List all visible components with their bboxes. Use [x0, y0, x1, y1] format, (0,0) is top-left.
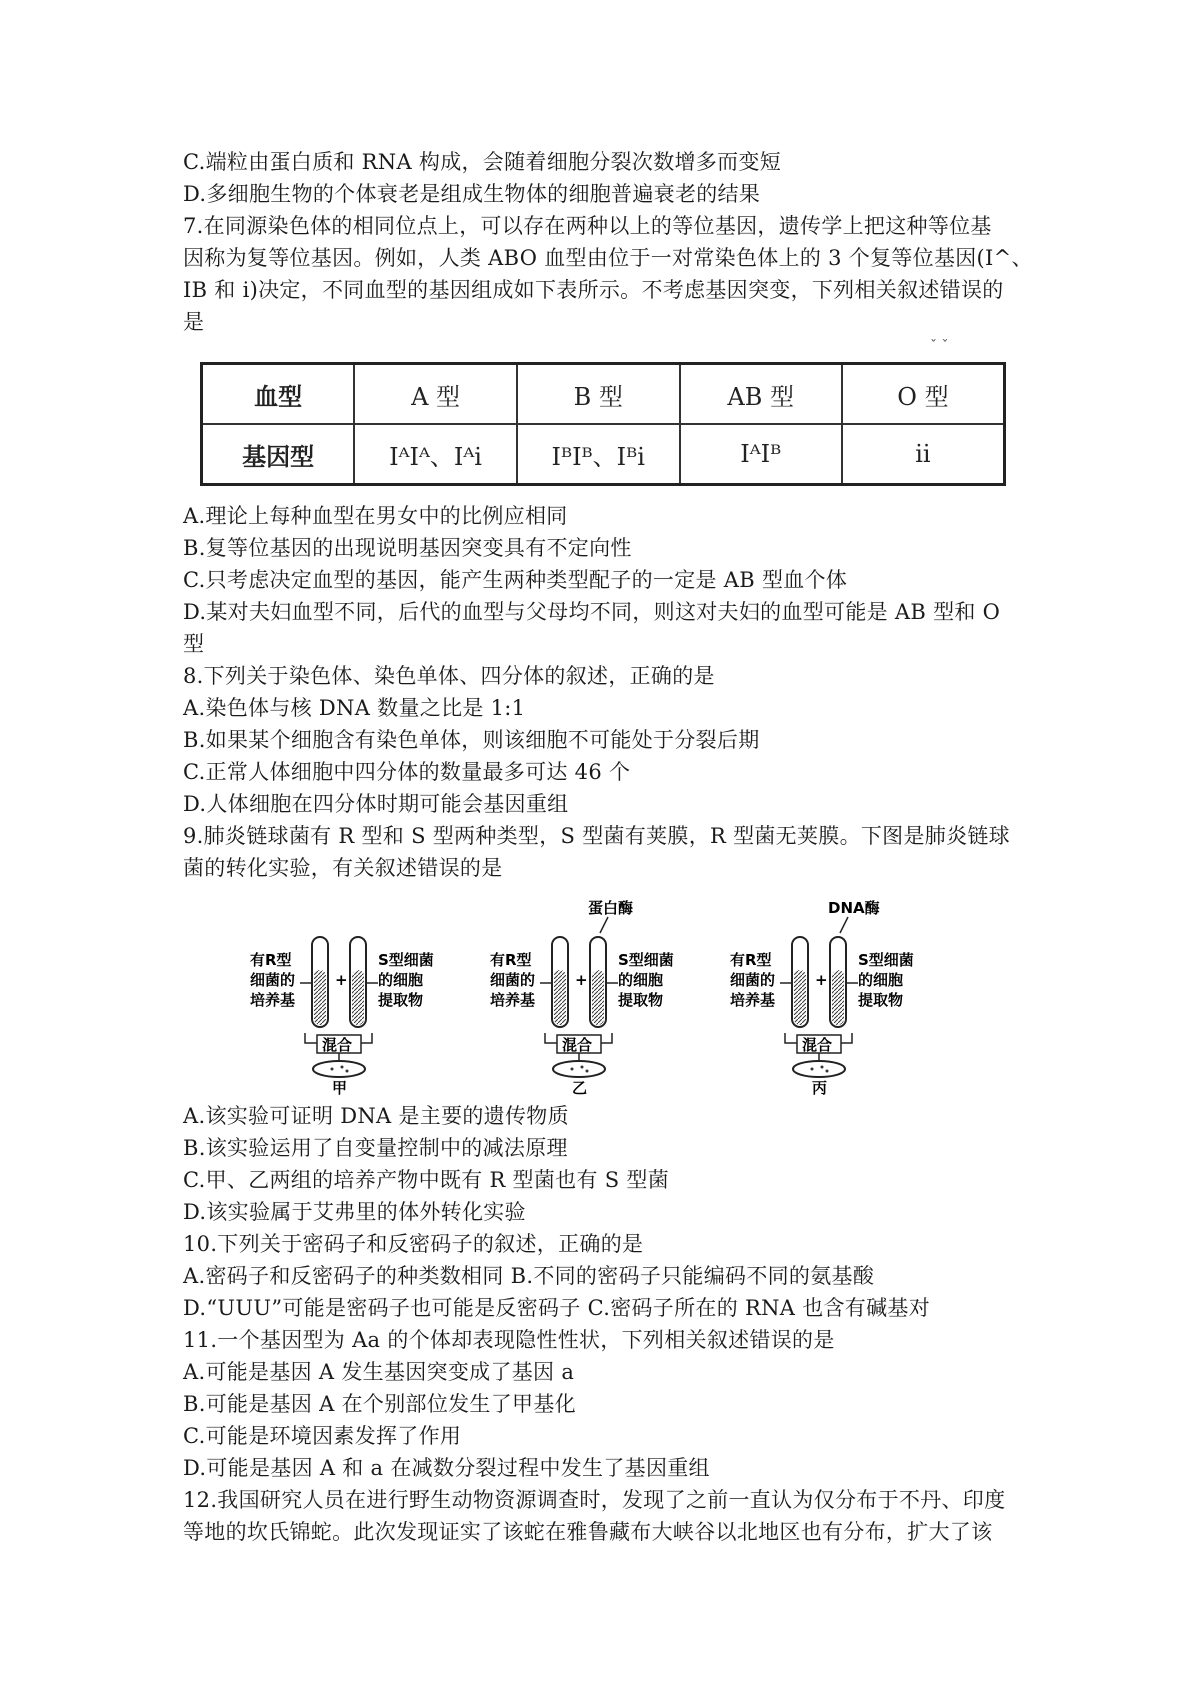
petri-dish-icon — [553, 1061, 605, 1077]
question-12-stem: 12.我国研究人员在进行野生动物资源调查时，发现了之前一直认为仅分布于不丹、印度 — [183, 1488, 1006, 1512]
mix-label: 混合 — [322, 1036, 353, 1054]
option-line: A.可能是基因 A 发生基因突变成了基因 a — [183, 1360, 575, 1384]
option-line: 型 — [183, 632, 205, 656]
transformation-experiment-figure — [250, 895, 990, 1097]
option-line: C.正常人体细胞中四分体的数量最多可达 46 个 — [183, 760, 631, 784]
table-header-cell: AB 型 — [680, 364, 842, 425]
option-line: C.可能是环境因素发挥了作用 — [183, 1424, 462, 1448]
mix-label: 混合 — [562, 1036, 593, 1054]
table-row — [202, 364, 1005, 425]
r-medium-label: 培养基 — [490, 991, 536, 1009]
option-line: B.该实验运用了自变量控制中的减法原理 — [183, 1136, 568, 1160]
r-medium-label: 有R型 — [730, 951, 772, 969]
question-7-stem: 7.在同源染色体的相同位点上，可以存在两种以上的等位基因，遗传学上把这种等位基 — [183, 214, 992, 238]
group-yi — [490, 899, 674, 1097]
s-extract-label: S型细菌 — [378, 951, 434, 969]
option-line: B.复等位基因的出现说明基因突变具有不定向性 — [183, 536, 632, 560]
r-medium-label: 有R型 — [490, 951, 532, 969]
table-header-cell: A 型 — [354, 364, 517, 425]
r-medium-label: 细菌的 — [730, 971, 776, 989]
table-cell: IᴬIᴮ — [680, 424, 842, 485]
group-label: 丙 — [812, 1079, 828, 1097]
question-8-stem: 8.下列关于染色体、染色单体、四分体的叙述，正确的是 — [183, 664, 715, 688]
question-11-stem: 11.一个基因型为 Aa 的个体却表现隐性性状，下列相关叙述错误的是 — [183, 1328, 835, 1352]
option-line: C.只考虑决定血型的基因，能产生两种类型配子的一定是 AB 型血个体 — [183, 568, 848, 592]
r-medium-label: 细菌的 — [250, 971, 296, 989]
group-jia — [250, 937, 434, 1097]
option-line: D.人体细胞在四分体时期可能会基因重组 — [183, 792, 569, 816]
option-line: D.某对夫妇血型不同，后代的血型与父母均不同，则这对夫妇的血型可能是 AB 型和 O — [183, 600, 1001, 624]
option-line: A.染色体与核 DNA 数量之比是 1:1 — [183, 696, 526, 720]
text-line: 因称为复等位基因。例如，人类 ABO 血型由位于一对常染色体上的 3 个复等位基因(I^、 — [183, 246, 1033, 270]
text-line: 菌的转化实验，有关叙述错误的是 — [183, 856, 503, 880]
enzyme-label: DNA酶 — [828, 899, 880, 917]
table-cell: ii — [842, 424, 1005, 485]
option-line: D.“UUU”可能是密码子也可能是反密码子 C.密码子所在的 RNA 也含有碱基对 — [183, 1296, 930, 1320]
s-extract-label: 提取物 — [858, 991, 904, 1009]
text-line: D.多细胞生物的个体衰老是组成生物体的细胞普遍衰老的结果 — [183, 182, 761, 206]
s-extract-label: S型细菌 — [618, 951, 674, 969]
s-extract-label: 的细胞 — [378, 971, 424, 989]
table-cell: 基因型 — [202, 424, 355, 485]
petri-dish-icon — [313, 1061, 365, 1077]
table-header-cell: B 型 — [517, 364, 680, 425]
group-bing — [730, 899, 914, 1097]
question-9-stem: 9.肺炎链球菌有 R 型和 S 型两种类型，S 型菌有荚膜，R 型菌无荚膜。下图是肺炎链球 — [183, 824, 1010, 848]
option-line: C.甲、乙两组的培养产物中既有 R 型菌也有 S 型菌 — [183, 1168, 669, 1192]
table-row — [202, 424, 1005, 485]
plus-sign: + — [815, 971, 828, 989]
text-line: C.端粒由蛋白质和 RNA 构成，会随着细胞分裂次数增多而变短 — [183, 150, 781, 174]
text-line: 等地的坎氏锦蛇。此次发现证实了该蛇在雅鲁藏布大峡谷以北地区也有分布，扩大了该 — [183, 1520, 993, 1544]
option-line: D.可能是基因 A 和 a 在减数分裂过程中发生了基因重组 — [183, 1456, 710, 1480]
option-line: D.该实验属于艾弗里的体外转化实验 — [183, 1200, 526, 1224]
option-line: A.理论上每种血型在男女中的比例应相同 — [183, 504, 568, 528]
option-line: A.该实验可证明 DNA 是主要的遗传物质 — [183, 1104, 569, 1128]
s-extract-label: S型细菌 — [858, 951, 914, 969]
s-extract-label: 的细胞 — [618, 971, 664, 989]
scan-mark: ˇ ˇ — [930, 338, 949, 354]
plus-sign: + — [575, 971, 588, 989]
enzyme-label: 蛋白酶 — [588, 899, 634, 917]
s-extract-label: 提取物 — [378, 991, 424, 1009]
petri-dish-icon — [793, 1061, 845, 1077]
table-header-cell: O 型 — [842, 364, 1005, 425]
r-medium-label: 培养基 — [250, 991, 296, 1009]
group-label: 乙 — [572, 1079, 588, 1097]
text-line: IB 和 i)决定，不同血型的基因组成如下表所示。不考虑基因突变，下列相关叙述错误的 — [183, 278, 1004, 302]
text-line: 是 — [183, 310, 205, 334]
mix-label: 混合 — [802, 1036, 833, 1054]
table-cell: IᴬIᴬ、Iᴬi — [354, 424, 517, 485]
table-header-cell: 血型 — [202, 364, 355, 425]
blood-type-table — [200, 362, 1006, 486]
s-extract-label: 提取物 — [618, 991, 664, 1009]
option-line: A.密码子和反密码子的种类数相同 B.不同的密码子只能编码不同的氨基酸 — [183, 1264, 875, 1288]
r-medium-label: 培养基 — [730, 991, 776, 1009]
option-line: B.如果某个细胞含有染色单体，则该细胞不可能处于分裂后期 — [183, 728, 760, 752]
group-label: 甲 — [332, 1079, 348, 1097]
table-cell: IᴮIᴮ、Iᴮi — [517, 424, 680, 485]
s-extract-label: 的细胞 — [858, 971, 904, 989]
option-line: B.可能是基因 A 在个别部位发生了甲基化 — [183, 1392, 576, 1416]
plus-sign: + — [335, 971, 348, 989]
r-medium-label: 有R型 — [250, 951, 292, 969]
r-medium-label: 细菌的 — [490, 971, 536, 989]
question-10-stem: 10.下列关于密码子和反密码子的叙述，正确的是 — [183, 1232, 644, 1256]
